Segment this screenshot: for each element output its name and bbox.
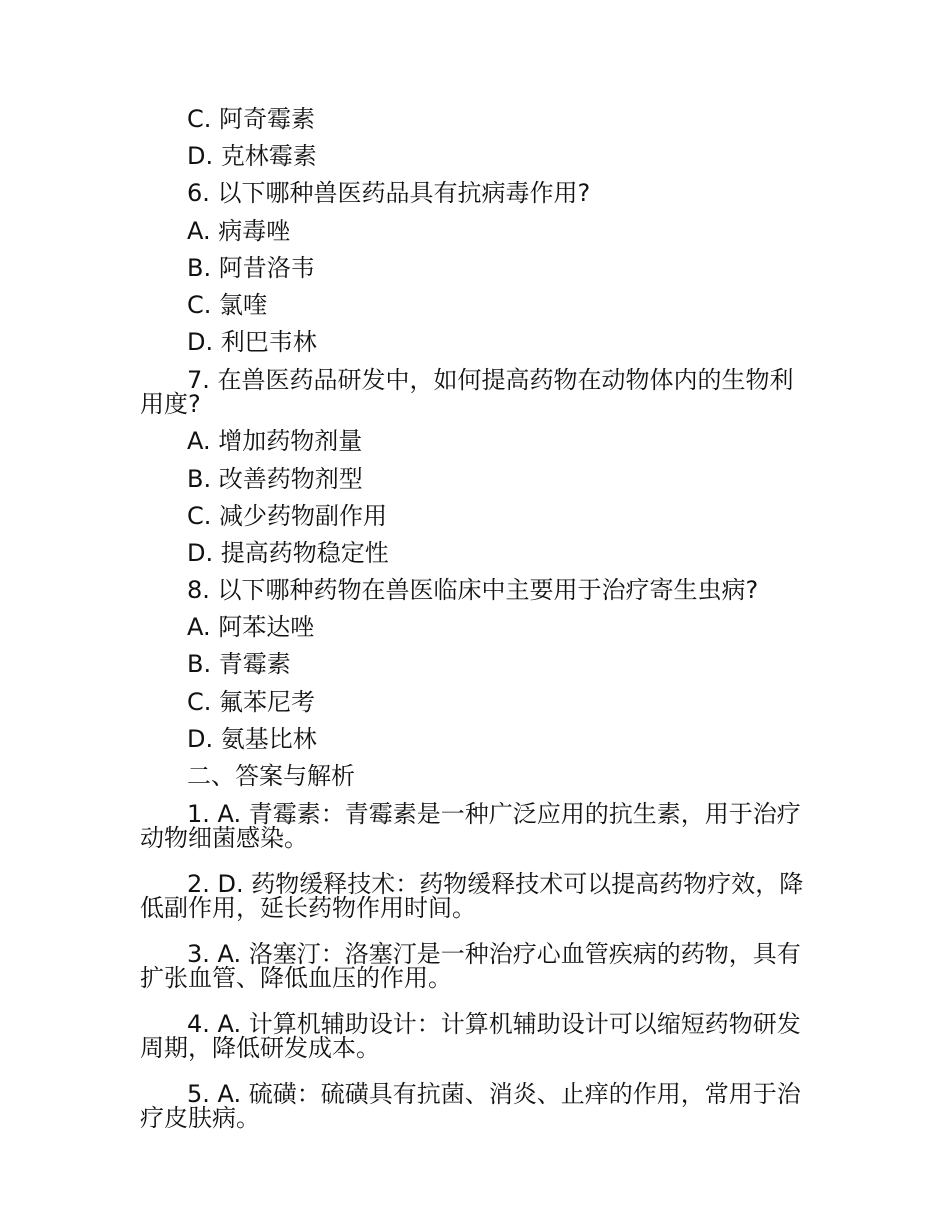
option-5c: C. 阿奇霉素: [187, 105, 316, 133]
answer-3: 3. A. 洛塞汀：洛塞汀是一种治疗心血管疾病的药物，具有扩张血管、降低血压的作用。: [140, 940, 801, 993]
option-7c: C. 减少药物副作用: [187, 501, 388, 530]
option-8d: D. 氨基比林: [187, 724, 317, 753]
option-8a: A. 阿苯达唑: [187, 613, 315, 642]
question-7: 7. 在兽医药品研发中，如何提高药物在动物体内的生物利用度?: [140, 366, 794, 419]
option-7a: A. 增加药物剂量: [187, 427, 363, 456]
section-heading-answers: 二、答案与解析: [187, 762, 355, 790]
document-content: [140, 101, 810, 1145]
option-6d: D. 利巴韦林: [187, 328, 317, 357]
question-6: 6. 以下哪种兽医药品具有抗病毒作用?: [187, 179, 591, 208]
option-6b: B. 阿昔洛韦: [187, 253, 315, 282]
option-6a: A. 病毒唑: [187, 216, 291, 245]
answer-2: 2. D. 药物缓释技术：药物缓释技术可以提高药物疗效，降低副作用，延长药物作用时间。: [140, 870, 804, 923]
option-8b: B. 青霉素: [187, 650, 291, 679]
answer-4: 4. A. 计算机辅助设计：计算机辅助设计可以缩短药物研发周期，降低研发成本。: [140, 1010, 801, 1063]
answer-1: 1. A. 青霉素：青霉素是一种广泛应用的抗生素，用于治疗动物细菌感染。: [140, 800, 801, 853]
option-5d: D. 克林霉素: [187, 142, 317, 171]
question-8: 8. 以下哪种药物在兽医临床中主要用于治疗寄生虫病?: [187, 576, 759, 605]
option-7b: B. 改善药物剂型: [187, 464, 363, 493]
option-8c: C. 氟苯尼考: [187, 687, 316, 716]
answer-5: 5. A. 硫磺：硫磺具有抗菌、消炎、止痒的作用，常用于治疗皮肤病。: [140, 1080, 801, 1133]
option-6c: C. 氯喹: [187, 290, 268, 319]
option-7d: D. 提高药物稳定性: [187, 538, 389, 567]
